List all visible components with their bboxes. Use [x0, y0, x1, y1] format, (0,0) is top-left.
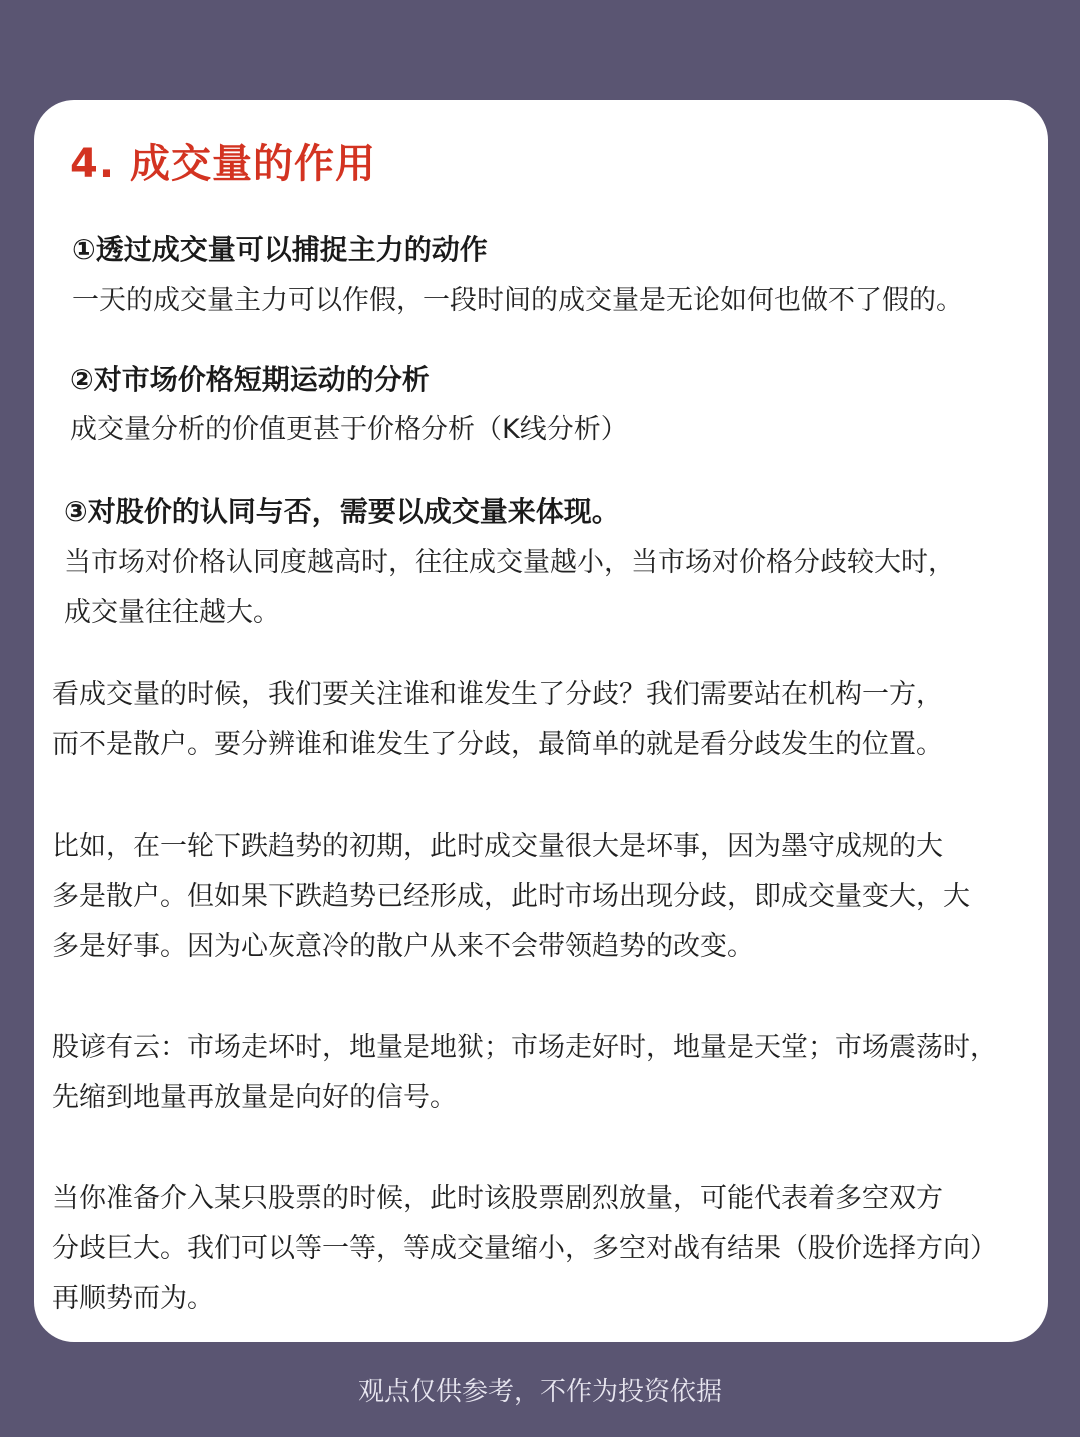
page-title: 4. 成交量的作用 [70, 141, 376, 187]
paragraph-2-line-2: 多是散户。但如果下跌趋势已经形成，此时市场出现分歧，即成交量变大，大 [52, 881, 970, 912]
paragraph-1-line-2: 而不是散户。要分辨谁和谁发生了分歧，最简单的就是看分歧发生的位置。 [52, 729, 943, 760]
section-3-heading: ③对股价的认同与否，需要以成交量来体现。 [64, 495, 620, 528]
paragraph-4 [52, 1174, 1042, 1324]
section-3-text-line-1: 当市场对价格认同度越高时，往往成交量越小，当市场对价格分歧较大时， [64, 547, 955, 578]
paragraph-4-line-1: 当你准备介入某只股票的时候，此时该股票剧烈放量，可能代表着多空双方 [52, 1183, 943, 1214]
section-2-text: 成交量分析的价值更甚于价格分析（K线分析） [70, 414, 628, 445]
section-3-text-line-2: 成交量往往越大。 [64, 597, 280, 628]
paragraph-2 [52, 822, 1042, 972]
paragraph-2-line-3: 多是好事。因为心灰意冷的散户从来不会带领趋势的改变。 [52, 931, 754, 962]
section-2-heading: ②对市场价格短期运动的分析 [70, 363, 430, 396]
paragraph-4-line-3: 再顺势而为。 [52, 1283, 214, 1314]
section-1-text: 一天的成交量主力可以作假，一段时间的成交量是无论如何也做不了假的。 [72, 285, 963, 316]
paragraph-1 [52, 670, 1042, 770]
paragraph-1-line-1: 看成交量的时候，我们要关注谁和谁发生了分歧？我们需要站在机构一方， [52, 679, 943, 710]
disclaimer-footer: 观点仅供参考，不作为投资依据 [357, 1377, 722, 1407]
paragraph-3 [52, 1023, 1042, 1123]
paragraph-3-line-2: 先缩到地量再放量是向好的信号。 [52, 1082, 457, 1113]
paragraph-2-line-1: 比如，在一轮下跌趋势的初期，此时成交量很大是坏事，因为墨守成规的大 [52, 831, 943, 862]
paragraph-4-line-2: 分歧巨大。我们可以等一等，等成交量缩小，多空对战有结果（股价选择方向） [52, 1233, 997, 1264]
section-1-heading: ①透过成交量可以捕捉主力的动作 [72, 233, 488, 266]
paragraph-3-line-1: 股谚有云：市场走坏时，地量是地狱；市场走好时，地量是天堂；市场震荡时， [52, 1032, 997, 1063]
